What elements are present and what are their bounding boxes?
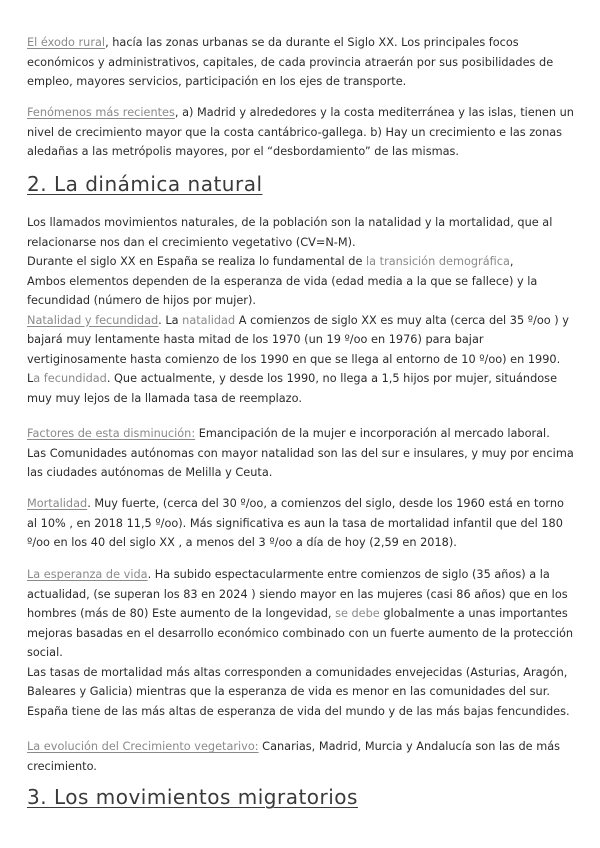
- paragraph-text: Durante el siglo XX en España se realiza lo fundamental de: [27, 255, 366, 268]
- heading-movimientos-migratorios: 3. Los movimientos migratorios: [27, 785, 358, 809]
- heading-dinamica-natural: 2. La dinámica natural: [27, 172, 263, 196]
- paragraph-text: , a) Madrid y alrededores y la costa mediterránea y las islas, tienen un nivel de crecimiento mayor que la costa cantábrico-gallega. b) Hay un crecimiento e las zonas aledañas a las metrópolis mayores, por el “desbordamiento” de las mismas.: [27, 106, 574, 158]
- paragraph-factores: [27, 424, 575, 483]
- term-mortalidad: Mortalidad: [27, 497, 88, 510]
- paragraph-text: España tiene de las más altas de esperanza de vida del mundo y de las más bajas fencundides.: [27, 704, 570, 718]
- paragraph-text: . Que actualmente, y desde los 1990, no llega a 1,5 hijos por mujer, situándose muy muy lejos de la llamada tasa de reemplazo.: [27, 372, 558, 405]
- paragraph-esperanza-vida: [27, 565, 575, 721]
- term-transicion-demografica: la transición demográfica: [366, 255, 510, 268]
- paragraph-text: Los llamados movimientos naturales, de la población son la natalidad y la mortalidad, que al relacionarse nos dan el crecimiento vegetativo (CV=N-M).: [27, 216, 553, 249]
- term-exodo-rural: El éxodo rural: [27, 36, 106, 49]
- paragraph-text: Canarias, Madrid, Murcia y Andalucía son las de más crecimiento.: [27, 740, 561, 773]
- paragraph-movimientos-naturales: [27, 213, 575, 408]
- term-esperanza-vida: La esperanza de vida: [27, 568, 148, 581]
- paragraph-text: Las Comunidades autónomas con mayor natalidad son las del sur e insulares, y muy por encima las ciudades autónomas de Melilla y Ceuta.: [27, 446, 574, 479]
- term-fenomenos-recientes: Fenómenos más recientes: [27, 106, 175, 119]
- paragraph-mortalidad: [27, 494, 575, 553]
- paragraph-text: , hacía las zonas urbanas se da durante el Siglo XX. Los principales focos económicos y administrativos, capitales, de cada provincia atraerán por sus posibilidades de empleo, mayores servicios, participación en los ejes de transporte.: [27, 36, 554, 88]
- term-fecundidad: a fecundidad: [33, 372, 107, 385]
- paragraph-crecimiento-vegetativo: [27, 737, 575, 776]
- paragraph-text: Emancipación de la mujer e incorporación al mercado laboral.: [195, 427, 550, 440]
- paragraph-text: Las tasas de mortalidad más altas corresponden a comunidades envejecidas (Asturias, Aragón, Baleares y Galicia) mientras que la esperanza de vida es menor en las comunidades del sur.: [27, 665, 568, 698]
- paragraph-text: . Ha subido espectacularmente entre comienzos de siglo (35 años) a la actualidad, (se superan los 83 en 2024 ) siendo mayor en las mujeres (casi 86 años) que en los hombres (más de 80) Este aumento de la longevidad,: [27, 568, 568, 620]
- term-factores-disminucion: Factores de esta disminución:: [27, 427, 196, 440]
- term-natalidad: natalidad: [182, 313, 236, 327]
- paragraph-text: Ambos elementos dependen de la esperanza de vida (edad media a la que se fallece) y la fecundidad (número de hijos por mujer).: [27, 274, 538, 307]
- paragraph-text: . La: [158, 313, 183, 327]
- term-evolucion-crecimiento: La evolución del Crecimiento vegetarivo:: [27, 740, 259, 753]
- paragraph-text: . Muy fuerte, (cerca del 30 º/oo, a comienzos del siglo, desde los 1960 está en torno al 10% , en 2018 11,5 º/oo). Más significativa es aun la tasa de mortalidad infantil que del 180 º/oo en los 40 del siglo XX , a menos del 3 º/oo a día de hoy (2,59 en 2018).: [27, 497, 564, 549]
- paragraph-text: A comienzos de siglo XX es muy alta (cerca del 35 º/oo ) y bajará muy lentamente hasta mitad de los 1970 (un 19 º/oo en 1976) para bajar vertiginosamente hasta comienzo de los 1990 en que se llega al entorno de 10 º/oo) en 1990. L: [27, 313, 569, 385]
- paragraph-fenomenos: [27, 103, 575, 162]
- paragraph-exodo-rural: [27, 33, 575, 92]
- term-se-debe: se debe: [335, 607, 380, 620]
- paragraph-text: ,: [509, 255, 514, 268]
- term-natalidad-fecundidad: Natalidad y fecundidad: [27, 313, 159, 327]
- paragraph-text: globalmente a unas importantes mejoras basadas en el desarrollo económico combinado con un fuerte aumento de la protección social.: [27, 607, 574, 659]
